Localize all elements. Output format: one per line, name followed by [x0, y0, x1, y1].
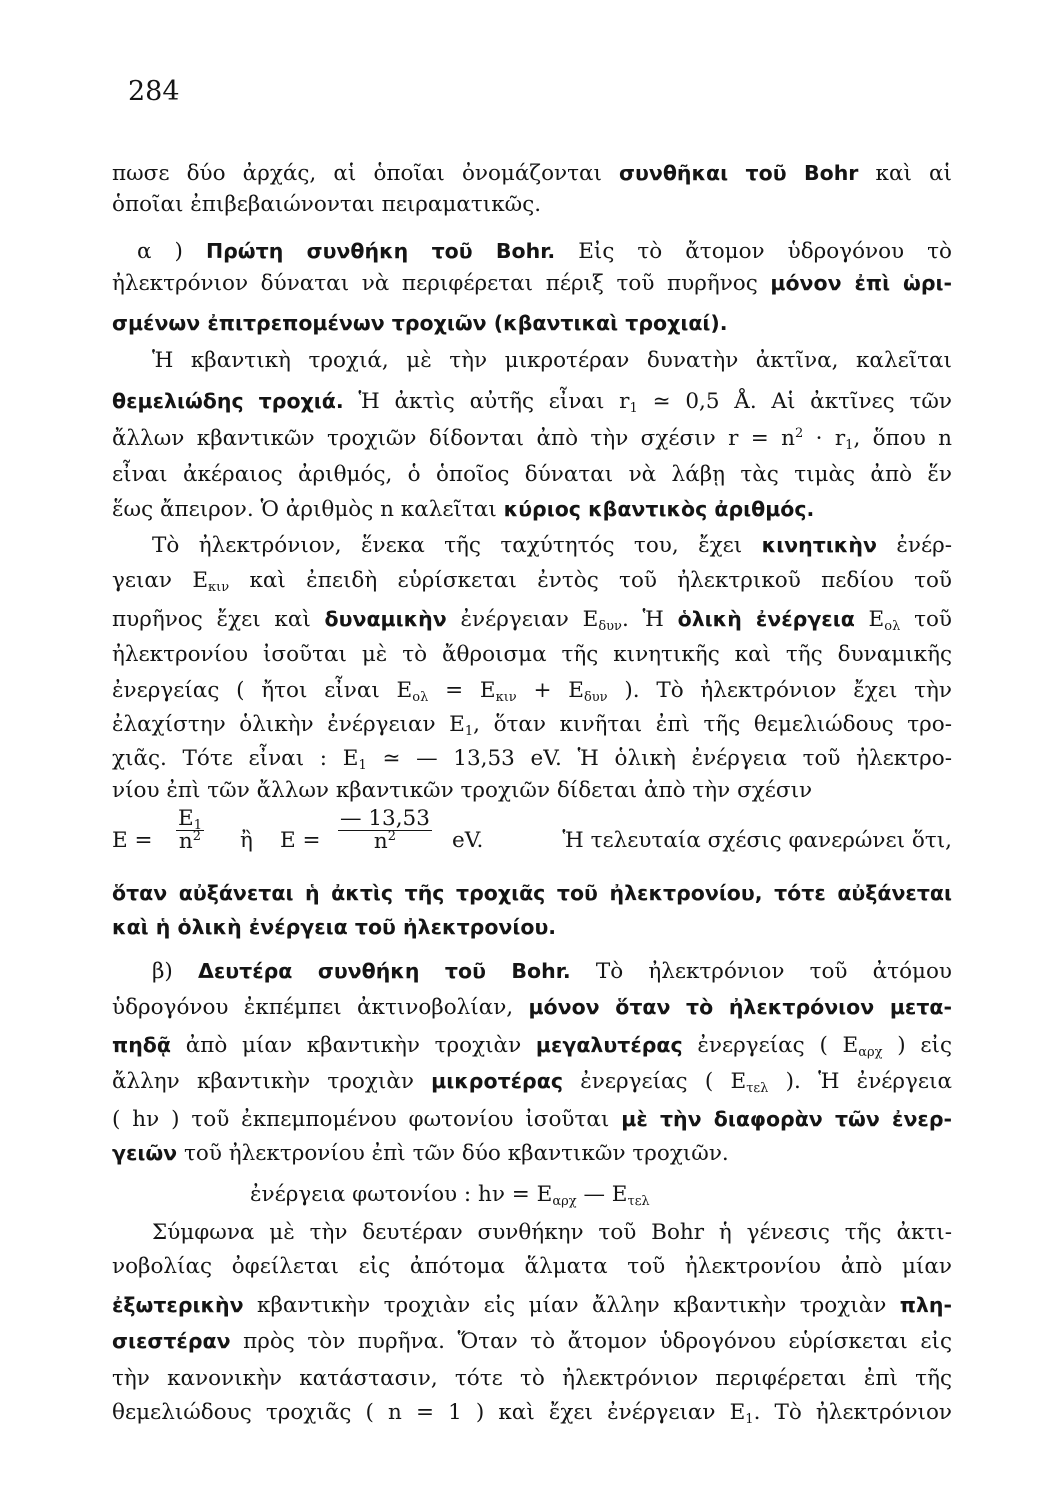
- eq-mid: E =: [280, 828, 321, 853]
- text-line: γειῶν τοῦ ἠλεκτρονίου ἐπὶ τῶν δύο κβαντικῶν τροχιῶν.: [112, 1141, 729, 1166]
- text-line: Σύμφωνα μὲ τὴν δευτέραν συνθήκην τοῦ Bohr ἡ γένεσις τῆς ἀκτι-: [152, 1220, 952, 1245]
- energy-equation: [112, 808, 952, 872]
- text-line: θεμελιώδους τροχιᾶς ( n = 1 ) καὶ ἔχει ἐνέργειαν $E_1$. Τὸ ἠλεκτρόνιον: [112, 1400, 952, 1427]
- page-number: 284: [128, 76, 180, 107]
- text-line: ὁποῖαι ἐπιβεβαιώνονται πειραματικῶς.: [112, 192, 542, 217]
- text-line: ἕως ἄπειρον. Ὁ ἀριθμὸς n καλεῖται κύριος κβαντικὸς ἀριθμός.: [112, 497, 815, 522]
- text-line: ὑδρογόνου ἐκπέμπει ἀκτινοβολίαν, μόνον ὅταν τὸ ἠλεκτρόνιον μετα-: [112, 995, 952, 1020]
- text-line: σιεστέραν πρὸς τὸν πυρῆνα. Ὅταν τὸ ἄτομον ὑδρογόνου εὑρίσκεται εἰς: [112, 1329, 952, 1354]
- text-line: Ἡ κβαντικὴ τροχιά, μὲ τὴν μικροτέραν δυνατὴν ἀκτῖνα, καλεῖται: [152, 348, 952, 373]
- text-line: νίου ἐπὶ τῶν ἄλλων κβαντικῶν τροχιῶν δίδεται ἀπὸ τὴν σχέσιν: [112, 778, 813, 803]
- text-line: πηδᾷ ἀπὸ μίαν κβαντικὴν τροχιὰν μεγαλυτέρας ἐνεργείας ( $E_{\alpha\rho\chi}$ ) εἰς: [112, 1033, 953, 1060]
- eq-unit: eV.: [452, 828, 484, 853]
- eq-lhs: E =: [112, 828, 153, 853]
- eq-fraction-2: $\frac{— 13,53}{n^2}$: [340, 806, 430, 854]
- text-line: γειαν $E_{\kappa\iota\nu}$ καὶ ἐπειδὴ εὑρίσκεται ἐντὸς τοῦ ἠλεκτρικοῦ πεδίου τοῦ: [112, 568, 952, 595]
- text-line: χιᾶς. Τότε εἶναι : $E_1$ ≃ — 13,53 eV. Ἡ ὁλικὴ ἐνέργεια τοῦ ἠλεκτρο-: [112, 746, 952, 773]
- text-line: ἐνεργείας ( ἤτοι εἶναι $E_{o\lambda} = E_{\kappa\iota\nu} + E_{\delta\upsilon\nu}$ ). Τὸ ἠλεκτρόνιον ἔχει τὴν: [112, 678, 952, 705]
- text-line: σμένων ἐπιτρεπομένων τροχιῶν (κβαντικαὶ τροχιαί).: [112, 311, 728, 335]
- text-line: καὶ ἡ ὁλικὴ ἐνέργεια τοῦ ἠλεκτρονίου.: [112, 915, 557, 939]
- text-line: ἄλλην κβαντικὴν τροχιὰν μικροτέρας ἐνεργείας ( $E_{\tau\varepsilon\lambda}$ ). Ἡ ἐνέργεια: [112, 1069, 952, 1096]
- eq-tail: Ἡ τελευταία σχέσις φανερώνει ὅτι,: [562, 828, 952, 853]
- text-line: ἄλλων κβαντικῶν τροχιῶν δίδονται ἀπὸ τὴν σχέσιν $r = n^2 \cdot r_1$, ὅπου n: [112, 426, 952, 453]
- text-line: ἠλεκτρονίου ἰσοῦται μὲ τὸ ἄθροισμα τῆς κινητικῆς καὶ τῆς δυναμικῆς: [112, 642, 952, 667]
- text-line: πυρῆνος ἔχει καὶ δυναμικὴν ἐνέργειαν $E_{\delta\upsilon\nu}$. Ἡ ὁλικὴ ἐνέργεια $E_{o\lambda}$ τοῦ: [112, 607, 952, 634]
- eq-fraction-1: $\frac{E_1}{n^2}$: [178, 806, 202, 854]
- text-line: ἐξωτερικὴν κβαντικὴν τροχιὰν εἰς μίαν ἄλλην κβαντικὴν τροχιὰν πλη-: [112, 1293, 952, 1318]
- text-line: πωσε δύο ἀρχάς, αἱ ὁποῖαι ὀνομάζονται συνθῆκαι τοῦ Bohr καὶ αἱ: [112, 161, 952, 186]
- eq-or: ἢ: [240, 828, 253, 853]
- photon-energy-equation: ἐνέργεια φωτονίου : $h\nu = E_{\alpha\rho\chi}$ — $E_{\tau\varepsilon\lambda}$: [250, 1182, 650, 1209]
- text-line: ( hν ) τοῦ ἐκπεμπομένου φωτονίου ἰσοῦται μὲ τὴν διαφορὰν τῶν ἐνερ-: [112, 1107, 952, 1132]
- text-line: ἠλεκτρόνιον δύναται νὰ περιφέρεται πέριξ τοῦ πυρῆνος μόνον ἐπὶ ὡρι-: [112, 271, 952, 296]
- text-line: εἶναι ἀκέραιος ἀριθμός, ὁ ὁποῖος δύναται νὰ λάβῃ τὰς τιμὰς ἀπὸ ἕν: [112, 462, 952, 487]
- text-line: α ) Πρώτη συνθήκη τοῦ Bohr. Εἰς τὸ ἄτομον ὑδρογόνου τὸ: [137, 239, 952, 264]
- text-line: β) Δευτέρα συνθήκη τοῦ Bohr. Τὸ ἠλεκτρόνιον τοῦ ἀτόμου: [152, 959, 953, 984]
- text-line: ἐλαχίστην ὁλικὴν ἐνέργειαν $E_1$, ὅταν κινῆται ἐπὶ τῆς θεμελιώδους τρο-: [112, 712, 952, 739]
- text-line: Τὸ ἠλεκτρόνιον, ἕνεκα τῆς ταχύτητός του, ἔχει κινητικὴν ἐνέρ-: [152, 533, 952, 558]
- text-line: νοβολίας ὀφείλεται εἰς ἀπότομα ἅλματα τοῦ ἠλεκτρονίου ἀπὸ μίαν: [112, 1254, 952, 1279]
- text-line: ὅταν αὐξάνεται ἡ ἀκτὶς τῆς τροχιᾶς τοῦ ἠλεκτρονίου, τότε αὐξάνεται: [112, 881, 952, 905]
- text-line: θεμελιώδης τροχιά. Ἡ ἀκτὶς αὐτῆς εἶναι $r_1$ ≃ 0,5 Å. Αἱ ἀκτῖνες τῶν: [112, 389, 952, 416]
- text-line: τὴν κανονικὴν κατάστασιν, τότε τὸ ἠλεκτρόνιον περιφέρεται ἐπὶ τῆς: [112, 1366, 952, 1391]
